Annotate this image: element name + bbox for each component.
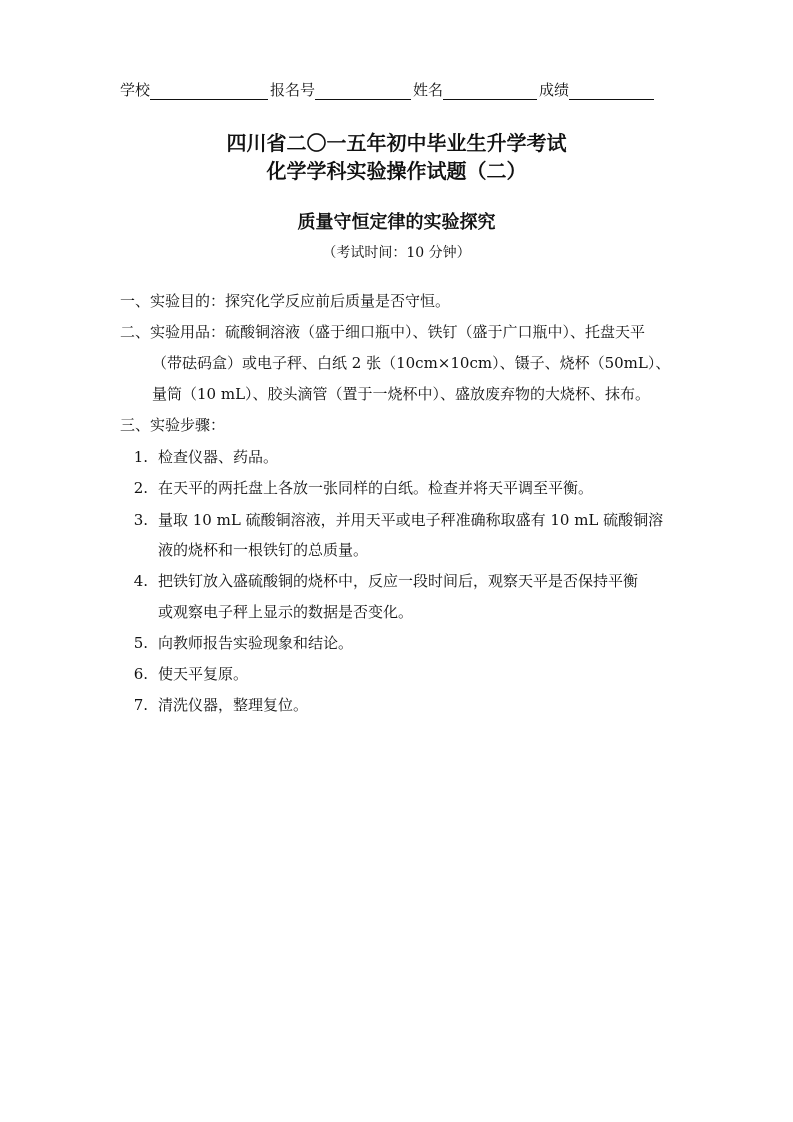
step-number: 5.	[133, 634, 148, 652]
step-number: 4.	[133, 572, 148, 590]
section-steps-heading: 三、实验步骤：	[120, 416, 226, 434]
step-text: 清洗仪器，整理复位。	[158, 696, 309, 714]
step-text-continued: 或观察电子秤上显示的数据是否变化。	[158, 603, 414, 621]
name-label: 姓名	[413, 81, 444, 99]
section-materials-line1: 二、实验用品：硫酸铜溶液（盛于细口瓶中）、铁钉（盛于广口瓶中）、托盘天平	[120, 323, 646, 341]
step-number: 7.	[133, 696, 148, 714]
name-blank	[443, 83, 537, 100]
experiment-title: 质量守恒定律的实验探究	[297, 212, 496, 233]
step-number: 1.	[133, 448, 148, 466]
score-label: 成绩	[539, 81, 570, 99]
section-materials-line3: 量筒（10 mL）、胶头滴管（置于一烧杯中）、盛放废弃物的大烧杯、抹布。	[152, 385, 651, 403]
section-purpose: 一、实验目的：探究化学反应前后质量是否守恒。	[120, 292, 451, 310]
exam-info-header	[120, 80, 665, 100]
step-number: 3.	[133, 511, 148, 529]
registration-number-blank	[315, 83, 411, 100]
exam-time: （考试时间：10 分钟）	[322, 245, 471, 261]
step-text: 在天平的两托盘上各放一张同样的白纸。检查并将天平调至平衡。	[158, 479, 594, 497]
step-number: 6.	[133, 665, 148, 683]
school-blank	[150, 83, 268, 100]
exam-subtitle: 化学学科实验操作试题（二）	[266, 159, 527, 183]
step-text-continued: 液的烧杯和一根铁钉的总质量。	[158, 541, 369, 559]
step-text: 检查仪器、药品。	[158, 448, 279, 466]
registration-number-label: 报名号	[270, 81, 316, 99]
school-label: 学校	[120, 81, 151, 99]
step-text: 把铁钉放入盛硫酸铜的烧杯中，反应一段时间后，观察天平是否保持平衡	[158, 572, 639, 590]
step-text: 向教师报告实验现象和结论。	[158, 634, 354, 652]
step-text: 量取 10 mL 硫酸铜溶液，并用天平或电子秤准确称取盛有 10 mL 硫酸铜溶	[158, 511, 664, 529]
exam-title: 四川省二〇一五年初中毕业生升学考试	[226, 131, 567, 155]
step-text: 使天平复原。	[158, 665, 249, 683]
section-materials-line2: （带砝码盒）或电子秤、白纸 2 张（10cm×10cm）、镊子、烧杯（50mL）、	[152, 354, 671, 372]
step-number: 2.	[133, 479, 148, 497]
score-blank	[569, 83, 654, 100]
